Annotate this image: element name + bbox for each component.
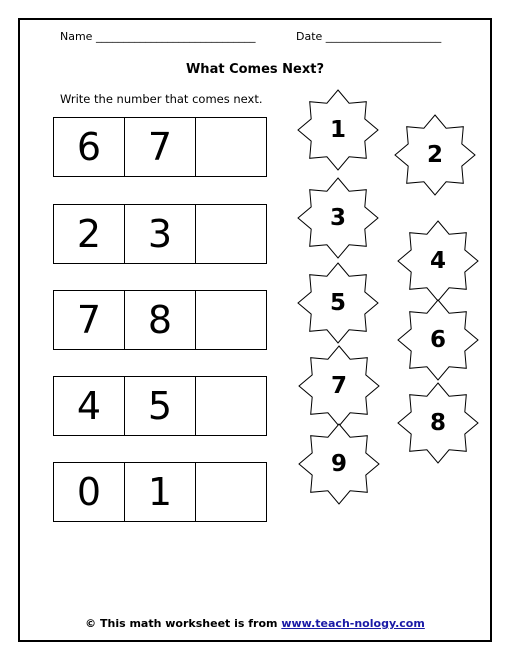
number-star-2 [393, 113, 477, 197]
answer-box[interactable] [196, 377, 266, 435]
sequence-number: 8 [125, 291, 196, 349]
number-star-8 [396, 381, 480, 465]
sequence-number: 7 [125, 118, 196, 176]
number-star-1 [296, 88, 380, 172]
star-number: 4 [429, 248, 446, 274]
sequence-number: 2 [54, 205, 125, 263]
page-title: What Comes Next? [185, 62, 325, 77]
sequence-row-1 [53, 117, 267, 177]
star-number: 6 [429, 327, 446, 353]
sequence-number: 7 [54, 291, 125, 349]
number-star-5 [296, 261, 380, 345]
sequence-row-5 [53, 462, 267, 522]
number-star-4 [396, 219, 480, 303]
star-number: 8 [429, 410, 446, 436]
answer-box[interactable] [196, 463, 266, 521]
instructions: Write the number that comes next. [60, 92, 263, 106]
number-star-7 [297, 344, 381, 428]
number-star-3 [296, 176, 380, 260]
name-field-label: Name _____________________________ [60, 30, 256, 43]
sequence-number: 4 [54, 377, 125, 435]
number-star-6 [396, 298, 480, 382]
sequence-number: 0 [54, 463, 125, 521]
star-number: 9 [330, 451, 347, 477]
sequence-number: 5 [125, 377, 196, 435]
answer-box[interactable] [196, 205, 266, 263]
answer-box[interactable] [196, 291, 266, 349]
sequence-row-3 [53, 290, 267, 350]
sequence-row-2 [53, 204, 267, 264]
star-number: 5 [329, 290, 346, 316]
number-star-9 [297, 422, 381, 506]
footer-link[interactable]: www.teach-nology.com [281, 617, 425, 630]
sequence-number: 3 [125, 205, 196, 263]
star-number: 7 [330, 373, 347, 399]
star-number: 3 [329, 205, 346, 231]
star-number: 1 [329, 117, 346, 143]
sequence-number: 6 [54, 118, 125, 176]
sequence-number: 1 [125, 463, 196, 521]
star-number: 2 [426, 142, 443, 168]
answer-box[interactable] [196, 118, 266, 176]
date-field-label: Date _____________________ [296, 30, 442, 43]
footer-prefix: © This math worksheet is from [85, 617, 282, 630]
footer-credit [0, 617, 510, 630]
sequence-row-4 [53, 376, 267, 436]
